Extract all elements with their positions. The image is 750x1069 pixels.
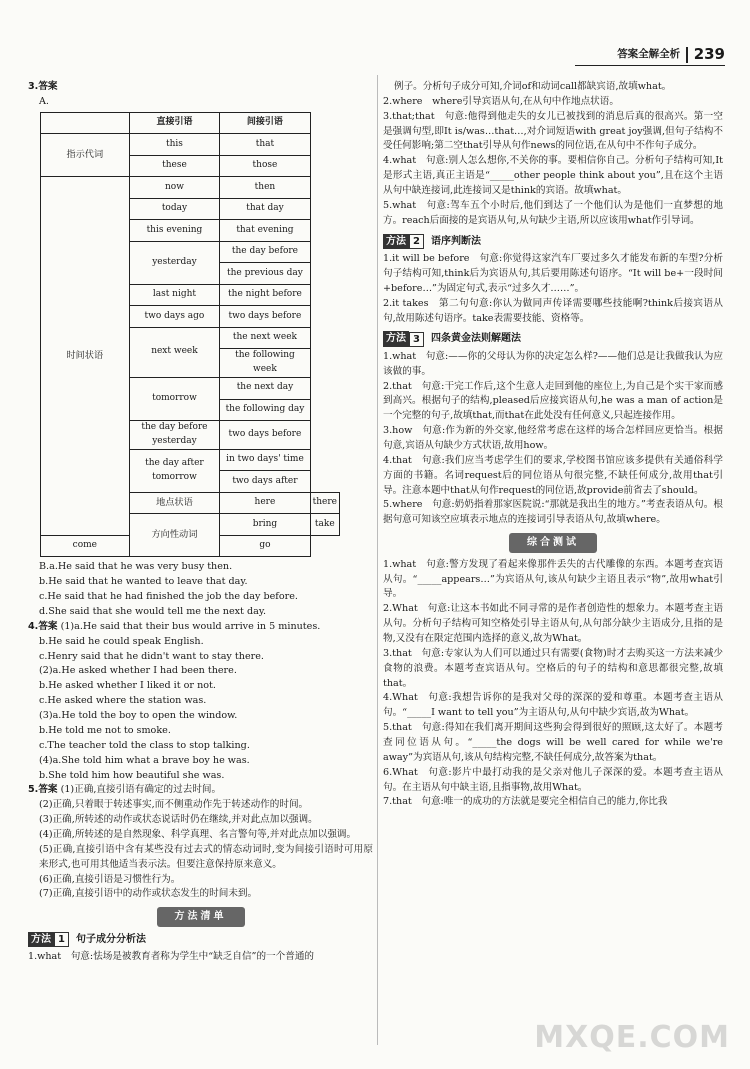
answer-line: 3.how 句意:作为新的外交家,他经常考虑在这样的场合怎样回应更恰当。根据句意,宾语从句缺少方式状语,故用how。 bbox=[383, 425, 723, 452]
direct-cell: yesterday bbox=[129, 241, 220, 284]
direct-cell: come bbox=[41, 535, 130, 557]
answer-line: 1.what 句意:怯场是被教育者称为学生中“缺乏自信”的一个普通的 bbox=[28, 951, 315, 963]
method-heading bbox=[28, 932, 373, 948]
table-header-cell bbox=[41, 112, 130, 134]
indirect-cell: two days before bbox=[220, 421, 310, 450]
indirect-cell: two days before bbox=[220, 306, 310, 328]
direct-cell: tomorrow bbox=[129, 378, 220, 421]
answer-line: (7)正确,直接引语中的动作或状态发生的时间未到。 bbox=[39, 888, 258, 900]
answer-line: 5.that 句意:得知在我们离开期间这些狗会得到很好的照顾,这太好了。本题考查同位语从句。“_____the dogs will be well cared for while we're away”为宾语从句,该从句结构完整,不缺任何成分,故答案为that。 bbox=[383, 722, 723, 763]
q4-first: (1)a.He said that their bus would arrive in 5 minutes. bbox=[60, 620, 321, 632]
indirect-cell: the next week bbox=[220, 327, 310, 349]
answer-line: (2)a.He asked whether I had been there. bbox=[39, 665, 237, 677]
indirect-cell: that evening bbox=[220, 220, 310, 242]
q3-title: 3.答案 bbox=[28, 81, 58, 92]
answer-line: 5.where 句意:奶奶指着那家医院说:“那就是我出生的地方。”考查表语从句。根据句意可知该空应填表示地点的连接词引导表语从句,故填where。 bbox=[383, 499, 723, 526]
method-number: 3 bbox=[409, 332, 424, 347]
answer-line: 3.that 句意:专家认为人们可以通过只有需要(食物)时才去购买这一方法来减少食物的浪费。本题考查宾语从句。空格后的句子的结构和意思都很完整,故填that。 bbox=[383, 647, 723, 689]
answer-line: 2.where where引导宾语从句,在从句中作地点状语。 bbox=[383, 95, 619, 107]
indirect-cell: two days after bbox=[220, 471, 310, 493]
method-title: 句子成分分析法 bbox=[75, 933, 146, 945]
answer-line: 1.what 句意:——你的父母认为你的决定怎么样?——他们总是让我做我认为应该做的事。 bbox=[383, 350, 723, 377]
answer-line: 1.what 句意:警方发现了看起来像那件丢失的古代雕像的东西。本题考查宾语从句。“_____appears…”为宾语从句,该从句缺少主语且表示“物”,故用what引导。 bbox=[383, 558, 723, 600]
answer-line: (6)正确,直接引语是习惯性行为。 bbox=[39, 873, 181, 885]
indirect-cell: those bbox=[220, 155, 310, 177]
direct-cell: the day after tomorrow bbox=[129, 449, 220, 492]
q5-line bbox=[28, 783, 373, 798]
answer-line: b.She told him how beautiful she was. bbox=[39, 769, 225, 781]
answer-line: 2.What 句意:让这本书如此不同寻常的是作者创造性的想象力。本题考查主语从句。分析句子结构可知空格处引导主语从句,从句部分缺少主语成分,且指的是物,又没有在限定范围内选择的意义,故为What。 bbox=[383, 603, 723, 644]
answer-line: (4)a.She told him what a brave boy he was. bbox=[39, 754, 250, 766]
indirect-cell: go bbox=[220, 535, 310, 557]
header-separator bbox=[686, 47, 688, 63]
indirect-cell: the following week bbox=[220, 349, 310, 378]
table-row bbox=[41, 177, 340, 199]
direct-cell: the day before yesterday bbox=[129, 421, 220, 450]
q5-first: (1)正确,直接引语有确定的过去时间。 bbox=[60, 784, 222, 796]
direct-cell: bring bbox=[220, 514, 310, 536]
answer-line: B.a.He said that he was very busy then. bbox=[39, 561, 233, 573]
answer-line: 2.it takes 第二句句意:你认为做同声传译需要哪些技能啊?think后接宾语从句,故用陈述句语序。take表需要技能、资格等。 bbox=[383, 297, 723, 324]
category-cell: 指示代词 bbox=[41, 134, 130, 177]
answer-line: b.He said that he wanted to leave that day. bbox=[39, 576, 248, 588]
method-tag: 方法 bbox=[383, 234, 409, 250]
table-header-cell: 直接引语 bbox=[129, 112, 220, 134]
banner-label: 方法清单 bbox=[157, 907, 245, 927]
answer-table bbox=[40, 112, 340, 558]
category-cell: 方向性动词 bbox=[129, 514, 220, 557]
answer-line: c.Henry said that he didn't want to stay there. bbox=[39, 650, 264, 662]
q4-line bbox=[28, 620, 373, 635]
table-header-cell: 间接引语 bbox=[220, 112, 310, 134]
q3-sub: A. bbox=[39, 95, 49, 107]
answer-line: b.He asked whether I liked it or not. bbox=[39, 680, 216, 692]
indirect-cell: there bbox=[310, 492, 339, 514]
method-title: 语序判断法 bbox=[430, 235, 481, 247]
answer-line: (5)正确,直接引语中含有某些没有过去式的情态动词时,变为间接引语时可用原来形式,也可用其他适当表示法。但要注意保持原来意义。 bbox=[39, 843, 373, 870]
indirect-cell: that bbox=[220, 134, 310, 156]
answer-line: 5.what 句意:驾车五个小时后,他们到达了一个他们认为是他们一直梦想的地方。reach后面接的是宾语从句,从句缺少主语,所以应该用what作引导词。 bbox=[383, 199, 723, 226]
page-number: 239 bbox=[693, 44, 725, 63]
indirect-cell: that day bbox=[220, 198, 310, 220]
direct-cell: now bbox=[129, 177, 220, 199]
answer-line: (4)正确,所转述的是自然现象、科学真理、名言警句等,并对此点加以强调。 bbox=[39, 828, 357, 840]
answer-line: 4.what 句意:别人怎么想你,不关你的事。要相信你自己。分析句子结构可知,It是形式主语,真正主语是“_____other people think about you”,且在这个主语从句中缺连接词,此连接词又是think的宾语。故填what。 bbox=[383, 155, 723, 197]
indirect-cell: the following day bbox=[220, 399, 310, 421]
direct-cell: these bbox=[129, 155, 220, 177]
answer-line: 2.that 句意:干完工作后,这个生意人走回到他的座位上,为自己是个实干家而感到高兴。根据句子的结构,pleased后应接宾语从句,he was a man of action是一个完整的句子,故填that,而that在此处没有任何意义,只起连接作用。 bbox=[383, 380, 723, 422]
header-label: 答案全解全析 bbox=[617, 48, 681, 61]
section-banner bbox=[383, 533, 723, 553]
answer-line: c.He said that he had finished the job the day before. bbox=[39, 591, 298, 603]
watermark: MXQE.COM bbox=[534, 1019, 730, 1055]
answer-line: (3)a.He told the boy to open the window. bbox=[39, 710, 238, 722]
indirect-cell: the night before bbox=[220, 284, 310, 306]
direct-cell: last night bbox=[129, 284, 220, 306]
page-header bbox=[575, 44, 725, 66]
answer-line: c.He asked where the station was. bbox=[39, 695, 207, 707]
indirect-cell: the next day bbox=[220, 378, 310, 400]
direct-cell: today bbox=[129, 198, 220, 220]
category-cell: 时间状语 bbox=[41, 177, 130, 536]
direct-cell: here bbox=[220, 492, 310, 514]
answer-line: 7.that 句意:唯一的成功的方法就是要完全相信自己的能力,你比我 bbox=[383, 796, 668, 808]
method-heading bbox=[383, 234, 723, 250]
method-tag: 方法 bbox=[383, 331, 409, 347]
column-divider bbox=[377, 75, 378, 1045]
direct-cell: next week bbox=[129, 327, 220, 377]
answer-line: 例子。分析句子成分可知,介词of和动词call都缺宾语,故填what。 bbox=[394, 81, 672, 92]
answer-line: 6.What 句意:影片中最打动我的是父亲对他儿子深深的爱。本题考查主语从句。在主语从句中缺主语,且指事物,故用What。 bbox=[383, 766, 723, 793]
direct-cell: this evening bbox=[129, 220, 220, 242]
category-cell: 地点状语 bbox=[129, 492, 220, 514]
method-heading bbox=[383, 331, 723, 347]
answer-line: c.The teacher told the class to stop talking. bbox=[39, 739, 250, 751]
left-column bbox=[28, 80, 373, 965]
table-row bbox=[41, 134, 340, 156]
answer-line: d.She said that she would tell me the next day. bbox=[39, 606, 267, 618]
answer-line: 4.that 句意:我们应当考虑学生们的要求,学校图书馆应该多提供有关通俗科学方面的书籍。名词request后的同位语从句很完整,不缺任何成分,故用that引导。注意本题中that从句作request的同位语,故provide前省去了should。 bbox=[383, 454, 723, 496]
answer-line: b.He told me not to smoke. bbox=[39, 724, 171, 736]
indirect-cell: in two days' time bbox=[220, 449, 310, 471]
method-title: 四条黄金法则解题法 bbox=[430, 333, 521, 345]
answer-line: 4.What 句意:我想告诉你的是我对父母的深深的爱和尊重。本题考查主语从句。“_____I want to tell you”为主语从句,从句中缺少宾语,故为What。 bbox=[383, 692, 723, 719]
indirect-cell: then bbox=[220, 177, 310, 199]
indirect-cell: take bbox=[310, 514, 339, 536]
answer-line: (3)正确,所转述的动作或状态说话时仍在继续,并对此点加以强调。 bbox=[39, 814, 318, 826]
answer-line: b.He said he could speak English. bbox=[39, 635, 204, 647]
indirect-cell: the previous day bbox=[220, 263, 310, 285]
table-header-row bbox=[41, 112, 340, 134]
right-column bbox=[383, 80, 723, 810]
section-banner bbox=[28, 907, 373, 927]
method-number: 2 bbox=[409, 234, 424, 249]
banner-label: 综合测试 bbox=[509, 533, 597, 553]
method-number: 1 bbox=[54, 932, 69, 947]
direct-cell: two days ago bbox=[129, 306, 220, 328]
method-tag: 方法 bbox=[28, 932, 54, 948]
answer-line: (2)正确,只着眼于转述事实,而不侧重动作先于转述动作的时间。 bbox=[39, 799, 309, 811]
direct-cell: this bbox=[129, 134, 220, 156]
indirect-cell: the day before bbox=[220, 241, 310, 263]
answer-line: 3.that;that 句意:他得到他走失的女儿已被找到的消息后真的很高兴。第一空是强调句型,即It is/was…that…,对介词短语with great joy强调,但句子结构不受任何影响;第二空that引导从句作news的同位语,在从句中不作句子成分。 bbox=[383, 110, 723, 152]
answer-line: 1.it will be before 句意:你觉得这家汽车厂要过多久才能发布新的车型?分析句子结构可知,think后为宾语从句,其后要用陈述句语序。“It will be+一段时间+before…”为固定句式,表示“过多久才……”。 bbox=[383, 253, 723, 294]
q4-head: 4.答案 bbox=[28, 620, 58, 632]
q5-head: 5.答案 bbox=[28, 784, 58, 796]
